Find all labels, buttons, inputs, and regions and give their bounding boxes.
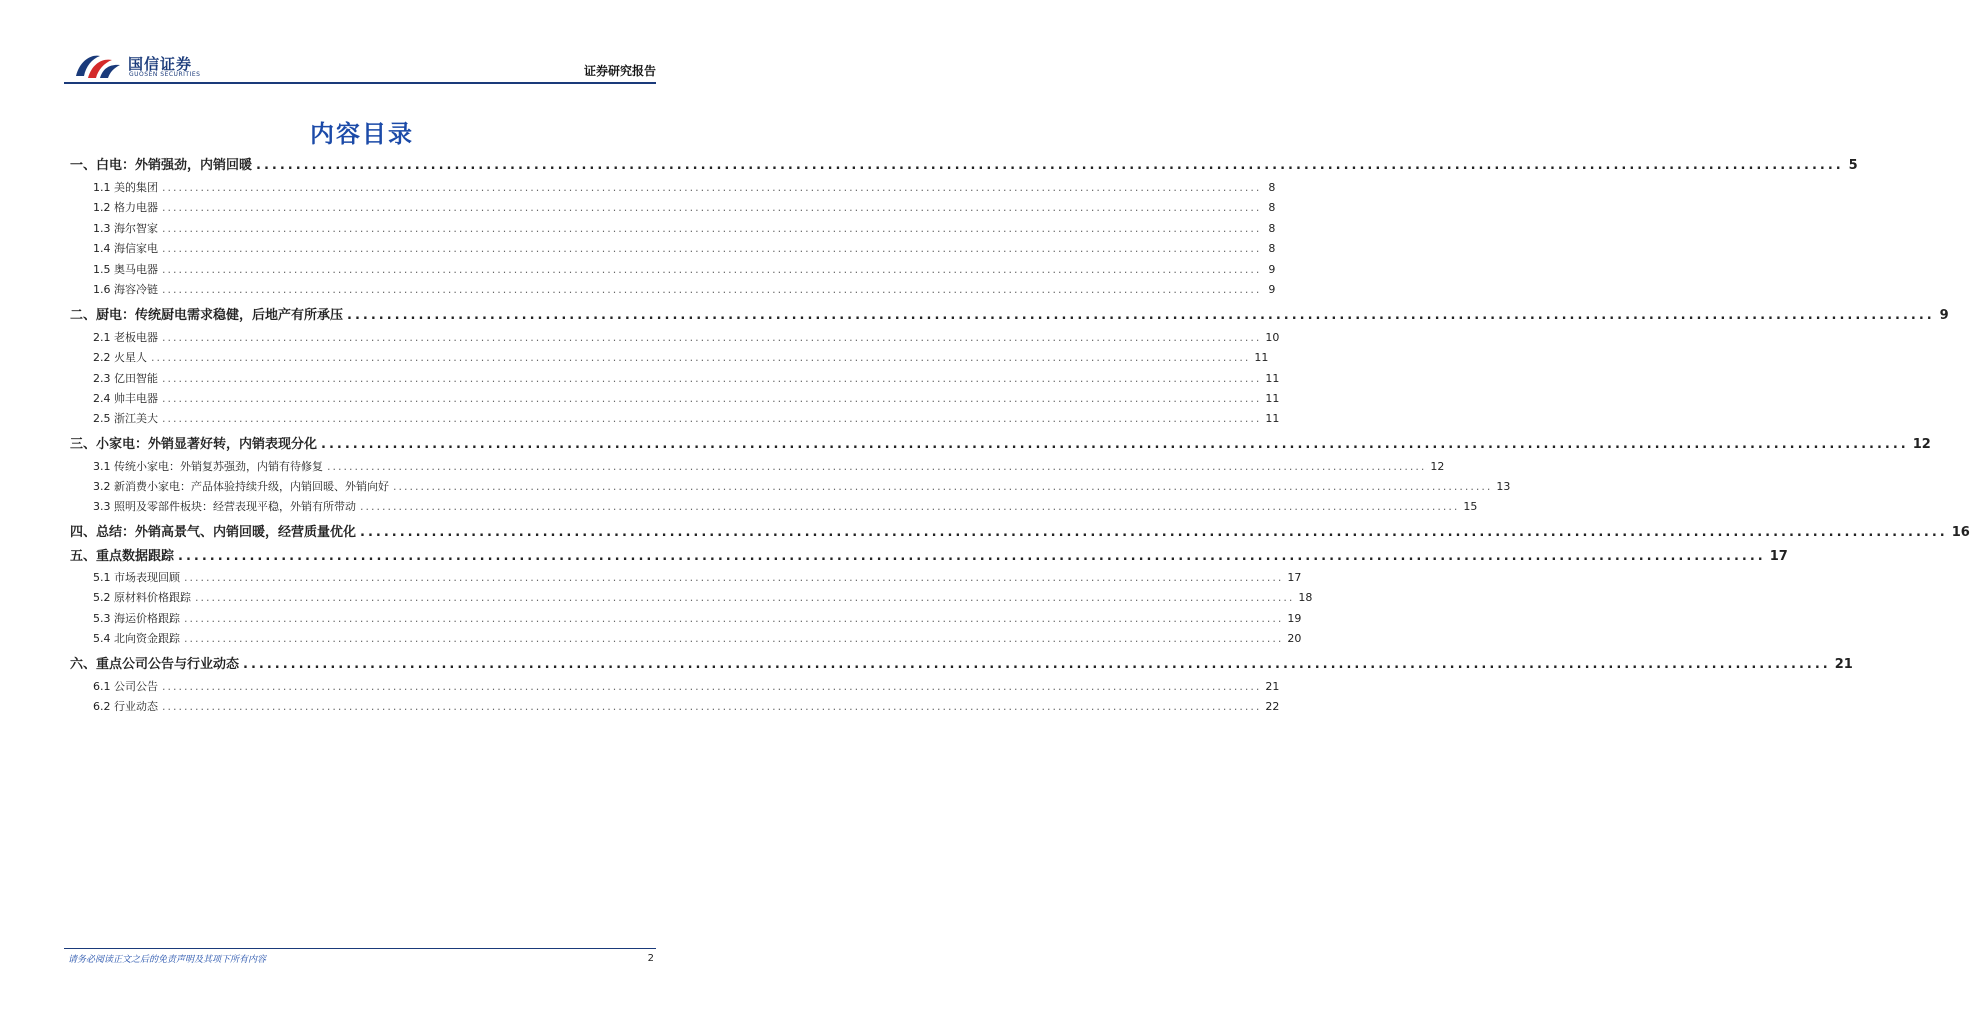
toc-entry-label: 5.1 市场表现回顾 [93, 571, 180, 584]
toc-entry-label: 三、小家电：外销显著好转，内销表现分化 [70, 437, 318, 452]
toc-subsection-entry[interactable] [70, 281, 1276, 297]
toc-leader-dots: ........................................................................................................................................................................................................ [151, 351, 1251, 364]
footer-divider [64, 948, 656, 949]
toc-subsection-entry[interactable] [70, 610, 1302, 626]
toc-leader-dots: ........................................................................................................................................................................................................ [184, 632, 1284, 645]
toc-entry-label: 1.6 海容冷链 [93, 283, 158, 296]
disclaimer-text: 请务必阅读正文之后的免责声明及其项下所有内容 [68, 955, 267, 965]
toc-entry-page: 5 [1848, 158, 1858, 173]
toc-subsection-entry[interactable] [70, 261, 1276, 277]
toc-entry-label: 3.1 传统小家电：外销复苏强劲，内销有待修复 [93, 460, 323, 473]
toc-entry-label: 1.3 海尔智家 [93, 222, 158, 235]
toc-entry-label: 1.2 格力电器 [93, 201, 158, 214]
toc-entry-label: 1.5 奥马电器 [93, 263, 158, 276]
logo-text-cn: 国信证券 [128, 55, 193, 73]
toc-entry-label: 2.5 浙江美大 [93, 412, 158, 425]
toc-entry-page: 8 [1268, 242, 1276, 255]
toc-entry-page: 16 [1951, 525, 1970, 540]
toc-leader-dots: ........................................................................................................................................................................................................ [162, 372, 1262, 385]
toc-subsection-entry[interactable] [70, 329, 1280, 345]
toc-subsection-entry[interactable] [70, 458, 1445, 474]
toc-entry-page: 22 [1265, 700, 1280, 713]
toc-entry-label: 二、厨电：传统厨电需求稳健，后地产有所承压 [70, 308, 344, 323]
toc-entry-page: 11 [1265, 372, 1280, 385]
guosen-logo [70, 50, 220, 84]
toc-leader-dots: ........................................................................................................................................................................................................ [347, 308, 1935, 323]
toc-subsection-entry[interactable] [70, 390, 1280, 406]
toc-entry-label: 1.1 美的集团 [93, 181, 158, 194]
toc-entry-page: 10 [1265, 331, 1280, 344]
toc-subsection-entry[interactable] [70, 199, 1276, 215]
toc-leader-dots: ........................................................................................................................................................................................................ [162, 201, 1262, 214]
toc-entry-page: 8 [1268, 222, 1276, 235]
toc-section-entry[interactable] [70, 154, 1858, 173]
toc-subsection-entry[interactable] [70, 179, 1276, 195]
toc-leader-dots: ........................................................................................................................................................................................................ [162, 331, 1262, 344]
page-title: 内容目录 [310, 120, 414, 148]
guosen-logo-mark-icon [70, 50, 124, 84]
toc-leader-dots: ........................................................................................................................................................................................................ [162, 700, 1262, 713]
toc-entry-label: 四、总结：外销高景气、内销回暖，经营质量优化 [70, 525, 357, 540]
toc-subsection-entry[interactable] [70, 370, 1280, 386]
toc-entry-page: 11 [1254, 351, 1269, 364]
toc-leader-dots: ........................................................................................................................................................................................................ [360, 500, 1460, 513]
page-header [64, 50, 656, 84]
toc-entry-page: 8 [1268, 201, 1276, 214]
toc-entry-page: 13 [1496, 480, 1511, 493]
toc-section-entry[interactable] [70, 545, 1788, 564]
toc-subsection-entry[interactable] [70, 349, 1269, 365]
toc-entry-label: 2.3 亿田智能 [93, 372, 158, 385]
toc-entry-label: 3.2 新消费小家电：产品体验持续升级，内销回暖、外销向好 [93, 480, 389, 493]
toc-leader-dots: ........................................................................................................................................................................................................ [162, 392, 1262, 405]
toc-entry-page: 18 [1298, 591, 1313, 604]
toc-leader-dots: ........................................................................................................................................................................................................ [184, 612, 1284, 625]
header-divider [64, 82, 656, 84]
toc-leader-dots: ........................................................................................................................................................................................................ [195, 591, 1295, 604]
toc-leader-dots: ........................................................................................................................................................................................................ [162, 412, 1262, 425]
toc-leader-dots: ........................................................................................................................................................................................................ [162, 680, 1262, 693]
toc-entry-page: 11 [1265, 392, 1280, 405]
toc-section-entry[interactable] [70, 433, 1931, 452]
toc-leader-dots: ........................................................................................................................................................................................................ [162, 242, 1262, 255]
toc-leader-dots: ........................................................................................................................................................................................................ [162, 222, 1262, 235]
toc-entry-label: 6.1 公司公告 [93, 680, 158, 693]
toc-subsection-entry[interactable] [70, 678, 1280, 694]
toc-leader-dots: ........................................................................................................................................................................................................ [184, 571, 1284, 584]
toc-subsection-entry[interactable] [70, 589, 1313, 605]
toc-subsection-entry[interactable] [70, 240, 1276, 256]
toc-subsection-entry[interactable] [70, 498, 1478, 514]
toc-entry-page: 11 [1265, 412, 1280, 425]
toc-entry-page: 9 [1939, 308, 1949, 323]
toc-subsection-entry[interactable] [70, 410, 1280, 426]
toc-entry-page: 9 [1268, 283, 1276, 296]
toc-leader-dots: ........................................................................................................................................................................................................ [256, 158, 1844, 173]
toc-subsection-entry[interactable] [70, 220, 1276, 236]
toc-leader-dots: ........................................................................................................................................................................................................ [162, 263, 1262, 276]
toc-entry-label: 1.4 海信家电 [93, 242, 158, 255]
toc-entry-label: 五、重点数据跟踪 [70, 549, 175, 564]
toc-subsection-entry[interactable] [70, 569, 1302, 585]
toc-entry-page: 12 [1430, 460, 1445, 473]
toc-entry-page: 20 [1287, 632, 1302, 645]
toc-entry-page: 12 [1912, 437, 1931, 452]
toc-leader-dots: ........................................................................................................................................................................................................ [321, 437, 1909, 452]
toc-entry-page: 9 [1268, 263, 1276, 276]
toc-entry-page: 21 [1265, 680, 1280, 693]
toc-entry-label: 2.4 帅丰电器 [93, 392, 158, 405]
toc-entry-page: 21 [1834, 657, 1853, 672]
page-number: 2 [647, 953, 654, 964]
toc-entry-label: 六、重点公司公告与行业动态 [70, 657, 240, 672]
toc-entry-label: 5.4 北向资金跟踪 [93, 632, 180, 645]
toc-entry-label: 6.2 行业动态 [93, 700, 158, 713]
toc-leader-dots: ........................................................................................................................................................................................................ [243, 657, 1831, 672]
toc-leader-dots: ........................................................................................................................................................................................................ [327, 460, 1427, 473]
toc-subsection-entry[interactable] [70, 478, 1511, 494]
toc-entry-page: 17 [1769, 549, 1788, 564]
toc-entry-page: 8 [1268, 181, 1276, 194]
report-type-label: 证券研究报告 [583, 64, 656, 78]
toc-entry-label: 5.2 原材料价格跟踪 [93, 591, 191, 604]
toc-entry-label: 5.3 海运价格跟踪 [93, 612, 180, 625]
toc-section-entry[interactable] [70, 304, 1949, 323]
toc-entry-page: 15 [1463, 500, 1478, 513]
toc-leader-dots: ........................................................................................................................................................................................................ [162, 181, 1262, 194]
toc-subsection-entry[interactable] [70, 630, 1302, 646]
toc-section-entry[interactable] [70, 521, 1970, 540]
logo-text-en: GUOSEN SECURITIES [129, 71, 201, 78]
toc-entry-label: 2.1 老板电器 [93, 331, 158, 344]
toc-entry-label: 3.3 照明及零部件板块：经营表现平稳，外销有所带动 [93, 500, 356, 513]
toc-leader-dots: ........................................................................................................................................................................................................ [393, 480, 1493, 493]
toc-section-entry[interactable] [70, 653, 1853, 672]
toc-leader-dots: ........................................................................................................................................................................................................ [360, 525, 1948, 540]
toc-leader-dots: ........................................................................................................................................................................................................ [178, 549, 1766, 564]
toc-subsection-entry[interactable] [70, 698, 1280, 714]
toc-leader-dots: ........................................................................................................................................................................................................ [162, 283, 1262, 296]
toc-entry-page: 17 [1287, 571, 1302, 584]
toc-entry-label: 一、白电：外销强劲，内销回暖 [70, 158, 253, 173]
toc-entry-page: 19 [1287, 612, 1302, 625]
toc-entry-label: 2.2 火星人 [93, 351, 147, 364]
